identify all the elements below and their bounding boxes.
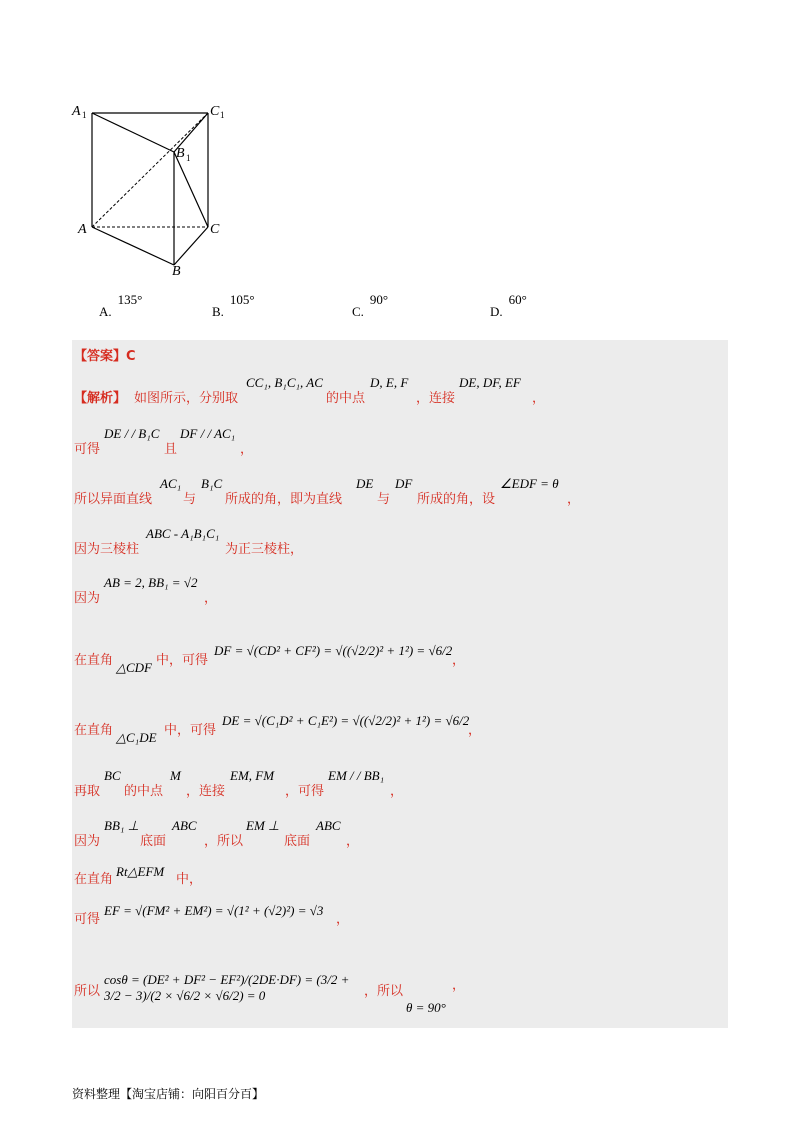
option-c-value: 90° <box>369 292 389 307</box>
line2-end: ， <box>240 442 254 457</box>
option-b-value: 105° <box>229 292 255 307</box>
line1-math1: CC₁, B₁C₁, AC <box>246 375 323 390</box>
label-a: A <box>78 222 87 237</box>
option-c[interactable] <box>352 292 389 320</box>
line7-prefix: 在直角 <box>74 723 114 738</box>
label-a1: A <box>72 104 81 119</box>
line1-math2: D, E, F <box>370 375 409 390</box>
line4-prefix: 因为三棱柱 <box>74 542 140 557</box>
line9-math3: EM ⊥ <box>246 818 280 833</box>
line7-end: ， <box>468 723 482 738</box>
label-c1: C <box>210 104 220 119</box>
line9-end: ， <box>346 834 360 849</box>
line8-end: ， <box>390 784 404 799</box>
option-b-letter: B. <box>212 304 224 319</box>
label-c1-sub: 1 <box>220 110 225 120</box>
line9-math4: ABC <box>316 818 341 833</box>
line3-with2: 与 <box>377 492 391 507</box>
line11-math: EF = √(FM² + EM²) = √(1² + (√2)²) = √3 <box>104 903 324 918</box>
line9-prefix: 因为 <box>74 834 101 849</box>
option-c-letter: C. <box>352 304 364 319</box>
label-a1-sub: 1 <box>82 110 87 120</box>
line3-math3: DE <box>356 476 374 491</box>
option-d-value: 60° <box>508 292 527 307</box>
line10-prefix: 在直角 <box>74 872 114 887</box>
line12-end: ， <box>452 978 466 993</box>
line2-math2: DF / / AC₁ <box>180 426 236 441</box>
line5-math: AB = 2, BB₁ = √2 <box>104 575 198 590</box>
line1-mid: 的中点 <box>326 391 366 406</box>
line6-prefix: 在直角 <box>74 653 114 668</box>
option-d-letter: D. <box>490 304 503 319</box>
line12-theta: θ = 90° <box>406 1000 446 1015</box>
line1-connect: ，连接 <box>416 391 456 406</box>
line6-end: ， <box>452 653 466 668</box>
line3-mid: 所成的角，即为直线 <box>225 492 343 507</box>
line7-tri: △C₁DE <box>116 730 157 745</box>
option-d[interactable] <box>490 292 527 320</box>
line8-math1: BC <box>104 768 121 783</box>
footer-source: 资料整理【淘宝店铺：向阳百分百】 <box>72 1087 265 1101</box>
label-b1: B <box>176 146 185 161</box>
answer-label: 【答案】C <box>74 349 136 364</box>
option-b[interactable] <box>212 292 255 320</box>
line3-math2: B₁C <box>201 476 223 491</box>
line10-math: Rt△EFM <box>116 864 165 879</box>
line9-math1: BB₁ ⊥ <box>104 818 139 833</box>
line1-prefix: 如图所示，分别取 <box>134 391 239 406</box>
line9-mid: 底面 <box>140 834 167 849</box>
line3-with: 与 <box>183 492 197 507</box>
line5-end: ， <box>204 591 218 606</box>
line9-mid2: 底面 <box>284 834 311 849</box>
line2-prefix: 可得 <box>74 442 101 457</box>
line6-mid: 中，可得 <box>156 653 209 668</box>
line2-math1: DE / / B₁C <box>104 426 160 441</box>
line8-prefix: 再取 <box>74 784 101 799</box>
line4-math: ABC - A₁B₁C₁ <box>146 526 220 541</box>
line4-end: 为正三棱柱， <box>225 542 304 557</box>
line3-math4: DF <box>395 476 413 491</box>
line3-mid2: 所成的角，设 <box>417 492 496 507</box>
line9-so: ，所以 <box>204 834 244 849</box>
line2-and: 且 <box>164 442 178 457</box>
label-b: B <box>172 264 181 279</box>
line3-math5: ∠EDF = θ <box>500 476 559 491</box>
label-c: C <box>210 222 220 237</box>
option-a[interactable] <box>99 292 143 320</box>
line8-mid: 的中点 <box>124 784 164 799</box>
analysis-label: 【解析】 <box>74 391 127 406</box>
line1-end: ， <box>532 391 546 406</box>
line8-math2: M <box>170 768 181 783</box>
line6-tri: △CDF <box>116 660 152 675</box>
option-a-value: 135° <box>117 292 143 307</box>
option-a-letter: A. <box>99 304 112 319</box>
line8-connect: ，连接 <box>186 784 226 799</box>
line8-math3: EM, FM <box>230 768 275 783</box>
prism-figure <box>70 95 240 280</box>
line10-end: 中， <box>176 872 203 887</box>
line5-prefix: 因为 <box>74 591 101 606</box>
line7-math: DE = √(C₁D² + C₁E²) = √((√2/2)² + 1²) = √6/2 <box>222 713 470 728</box>
line8-math4: EM / / BB₁ <box>328 768 385 783</box>
line3-end: ， <box>567 492 581 507</box>
line11-prefix: 可得 <box>74 912 101 927</box>
line7-mid: 中，可得 <box>164 723 217 738</box>
line12-prefix: 所以 <box>74 984 101 999</box>
line3-prefix: 所以异面直线 <box>74 492 153 507</box>
line12-math: cosθ = (DE² + DF² − EF²)/(2DE·DF) = (3/2 + 3/2 − 3)/(2 × √6/2 × √6/2) = 0 <box>104 972 350 1003</box>
line11-end: ， <box>336 912 350 927</box>
line1-math3: DE, DF, EF <box>459 375 521 390</box>
line6-math: DF = √(CD² + CF²) = √((√2/2)² + 1²) = √6/2 <box>214 643 453 658</box>
line8-get: ，可得 <box>285 784 325 799</box>
line9-math2: ABC <box>172 818 197 833</box>
line3-math1: AC₁ <box>160 476 182 491</box>
line12-so: ，所以 <box>364 984 404 999</box>
label-b1-sub: 1 <box>186 153 191 163</box>
